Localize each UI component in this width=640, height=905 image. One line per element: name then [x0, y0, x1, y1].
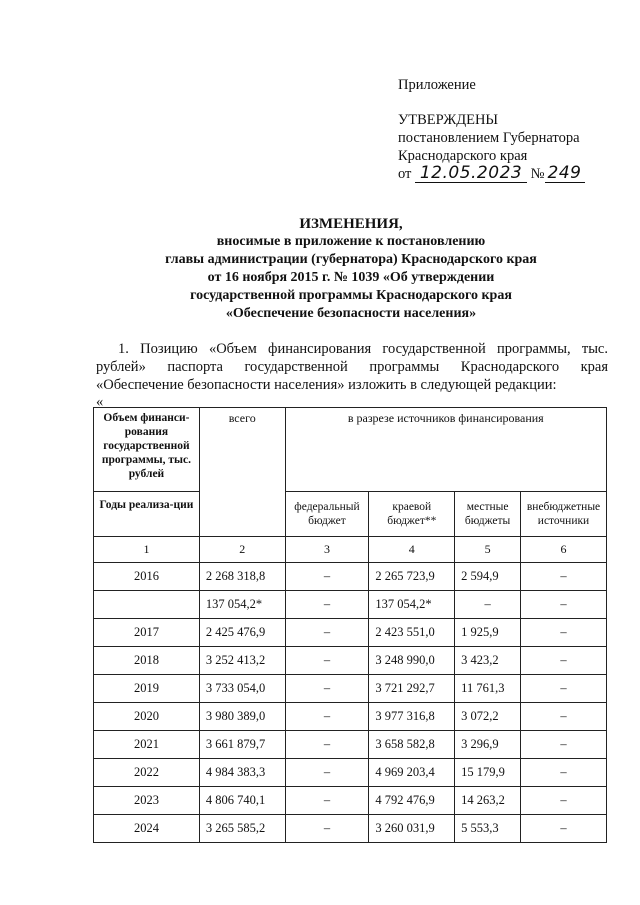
cell-total: 2 425 476,9 [199, 619, 285, 647]
cell-total: 3 733 054,0 [199, 675, 285, 703]
body-paragraph [96, 340, 608, 394]
number-label: № [530, 166, 545, 182]
cell-federal: – [285, 815, 369, 843]
cell-year: 2019 [94, 675, 200, 703]
approval-date-number-line [398, 165, 585, 183]
cell-federal: – [285, 563, 369, 591]
appendix-label: Приложение [398, 77, 476, 93]
table-row [94, 787, 607, 815]
cell-extra: – [521, 619, 607, 647]
cell-extra: – [521, 703, 607, 731]
cell-extra: – [521, 759, 607, 787]
title-line: «Обеспечение безопасности населения» [225, 306, 477, 321]
title-line: государственной программы Краснодарского края [190, 288, 512, 303]
cell-local: 14 263,2 [455, 787, 521, 815]
cell-regional: 3 248 990,0 [369, 647, 455, 675]
cell-extra: – [521, 647, 607, 675]
cell-local: 3 072,2 [455, 703, 521, 731]
cell-federal: – [285, 591, 369, 619]
cell-year: 2020 [94, 703, 200, 731]
column-number: 6 [521, 537, 607, 563]
cell-extra: – [521, 563, 607, 591]
cell-local: 5 553,3 [455, 815, 521, 843]
table-row [94, 731, 607, 759]
handwritten-number: 249 [545, 165, 585, 183]
cell-extra: – [521, 591, 607, 619]
opening-quote: « [96, 394, 104, 410]
cell-extra: – [521, 731, 607, 759]
table-row [94, 759, 607, 787]
table-row [94, 563, 607, 591]
title-line: главы администрации (губернатора) Краснодарского края [165, 252, 537, 267]
cell-local: 11 761,3 [455, 675, 521, 703]
header-extrabudget: внебюджетные источники [521, 492, 607, 537]
cell-regional: 3 721 292,7 [369, 675, 455, 703]
column-number: 3 [285, 537, 369, 563]
cell-local: 1 925,9 [455, 619, 521, 647]
cell-regional: 3 977 316,8 [369, 703, 455, 731]
from-label: от [398, 166, 412, 182]
header-total: всего [199, 408, 285, 537]
column-number: 1 [94, 537, 200, 563]
cell-regional: 3 260 031,9 [369, 815, 455, 843]
column-number: 4 [369, 537, 455, 563]
cell-local: 3 296,9 [455, 731, 521, 759]
cell-year: 2021 [94, 731, 200, 759]
title-line: от 16 ноября 2015 г. № 1039 «Об утверждении [207, 270, 495, 285]
cell-local: 2 594,9 [455, 563, 521, 591]
cell-federal: – [285, 759, 369, 787]
header-local: местные бюджеты [455, 492, 521, 537]
cell-regional: 2 423 551,0 [369, 619, 455, 647]
header-financing-volume: Объем финанси-рования государственной программы, тыс. рублей [94, 408, 200, 492]
paragraph-text: 1. Позицию «Объем финансирования государственной программы, тыс. рублей» паспорта государственной программы Краснодарского края «Обеспечение безопасности населения» изложить в следующей редакции: [96, 341, 608, 393]
cell-extra: – [521, 815, 607, 843]
cell-federal: – [285, 703, 369, 731]
cell-total: 3 661 879,7 [199, 731, 285, 759]
cell-regional: 3 658 582,8 [369, 731, 455, 759]
header-federal: федеральный бюджет [285, 492, 369, 537]
cell-year: 2022 [94, 759, 200, 787]
cell-regional: 4 792 476,9 [369, 787, 455, 815]
table-row [94, 675, 607, 703]
cell-total: 3 252 413,2 [199, 647, 285, 675]
cell-federal: – [285, 731, 369, 759]
header-years: Годы реализа-ции [94, 492, 200, 537]
financing-table [93, 407, 607, 843]
cell-total: 3 265 585,2 [199, 815, 285, 843]
title-line: вносимые в приложение к постановлению [216, 234, 486, 249]
cell-year [94, 591, 200, 619]
cell-local: 3 423,2 [455, 647, 521, 675]
cell-year: 2016 [94, 563, 200, 591]
column-number: 5 [455, 537, 521, 563]
cell-regional: 4 969 203,4 [369, 759, 455, 787]
cell-regional: 137 054,2* [369, 591, 455, 619]
cell-federal: – [285, 647, 369, 675]
table-row [94, 591, 607, 619]
document-title [96, 215, 606, 323]
approved-label: УТВЕРЖДЕНЫ [398, 112, 499, 128]
cell-total: 4 984 383,3 [199, 759, 285, 787]
cell-year: 2018 [94, 647, 200, 675]
cell-federal: – [285, 675, 369, 703]
approved-region-line: Краснодарского края [398, 148, 528, 164]
cell-extra: – [521, 787, 607, 815]
cell-regional: 2 265 723,9 [369, 563, 455, 591]
table-row [94, 703, 607, 731]
cell-federal: – [285, 787, 369, 815]
cell-local: – [455, 591, 521, 619]
cell-total: 2 268 318,8 [199, 563, 285, 591]
cell-year: 2024 [94, 815, 200, 843]
header-sources: в разрезе источников финансирования [285, 408, 606, 492]
approval-block [398, 76, 585, 183]
cell-total: 137 054,2* [199, 591, 285, 619]
table-row [94, 619, 607, 647]
handwritten-date: 12.05.2023 [415, 165, 527, 183]
column-number: 2 [199, 537, 285, 563]
cell-local: 15 179,9 [455, 759, 521, 787]
cell-extra: – [521, 675, 607, 703]
cell-total: 3 980 389,0 [199, 703, 285, 731]
cell-year: 2017 [94, 619, 200, 647]
cell-total: 4 806 740,1 [199, 787, 285, 815]
title-heading: ИЗМЕНЕНИЯ, [299, 216, 403, 232]
table-row [94, 815, 607, 843]
approved-by-line: постановлением Губернатора [398, 130, 580, 146]
cell-year: 2023 [94, 787, 200, 815]
table-row [94, 647, 607, 675]
cell-federal: – [285, 619, 369, 647]
header-regional: краевой бюджет** [369, 492, 455, 537]
